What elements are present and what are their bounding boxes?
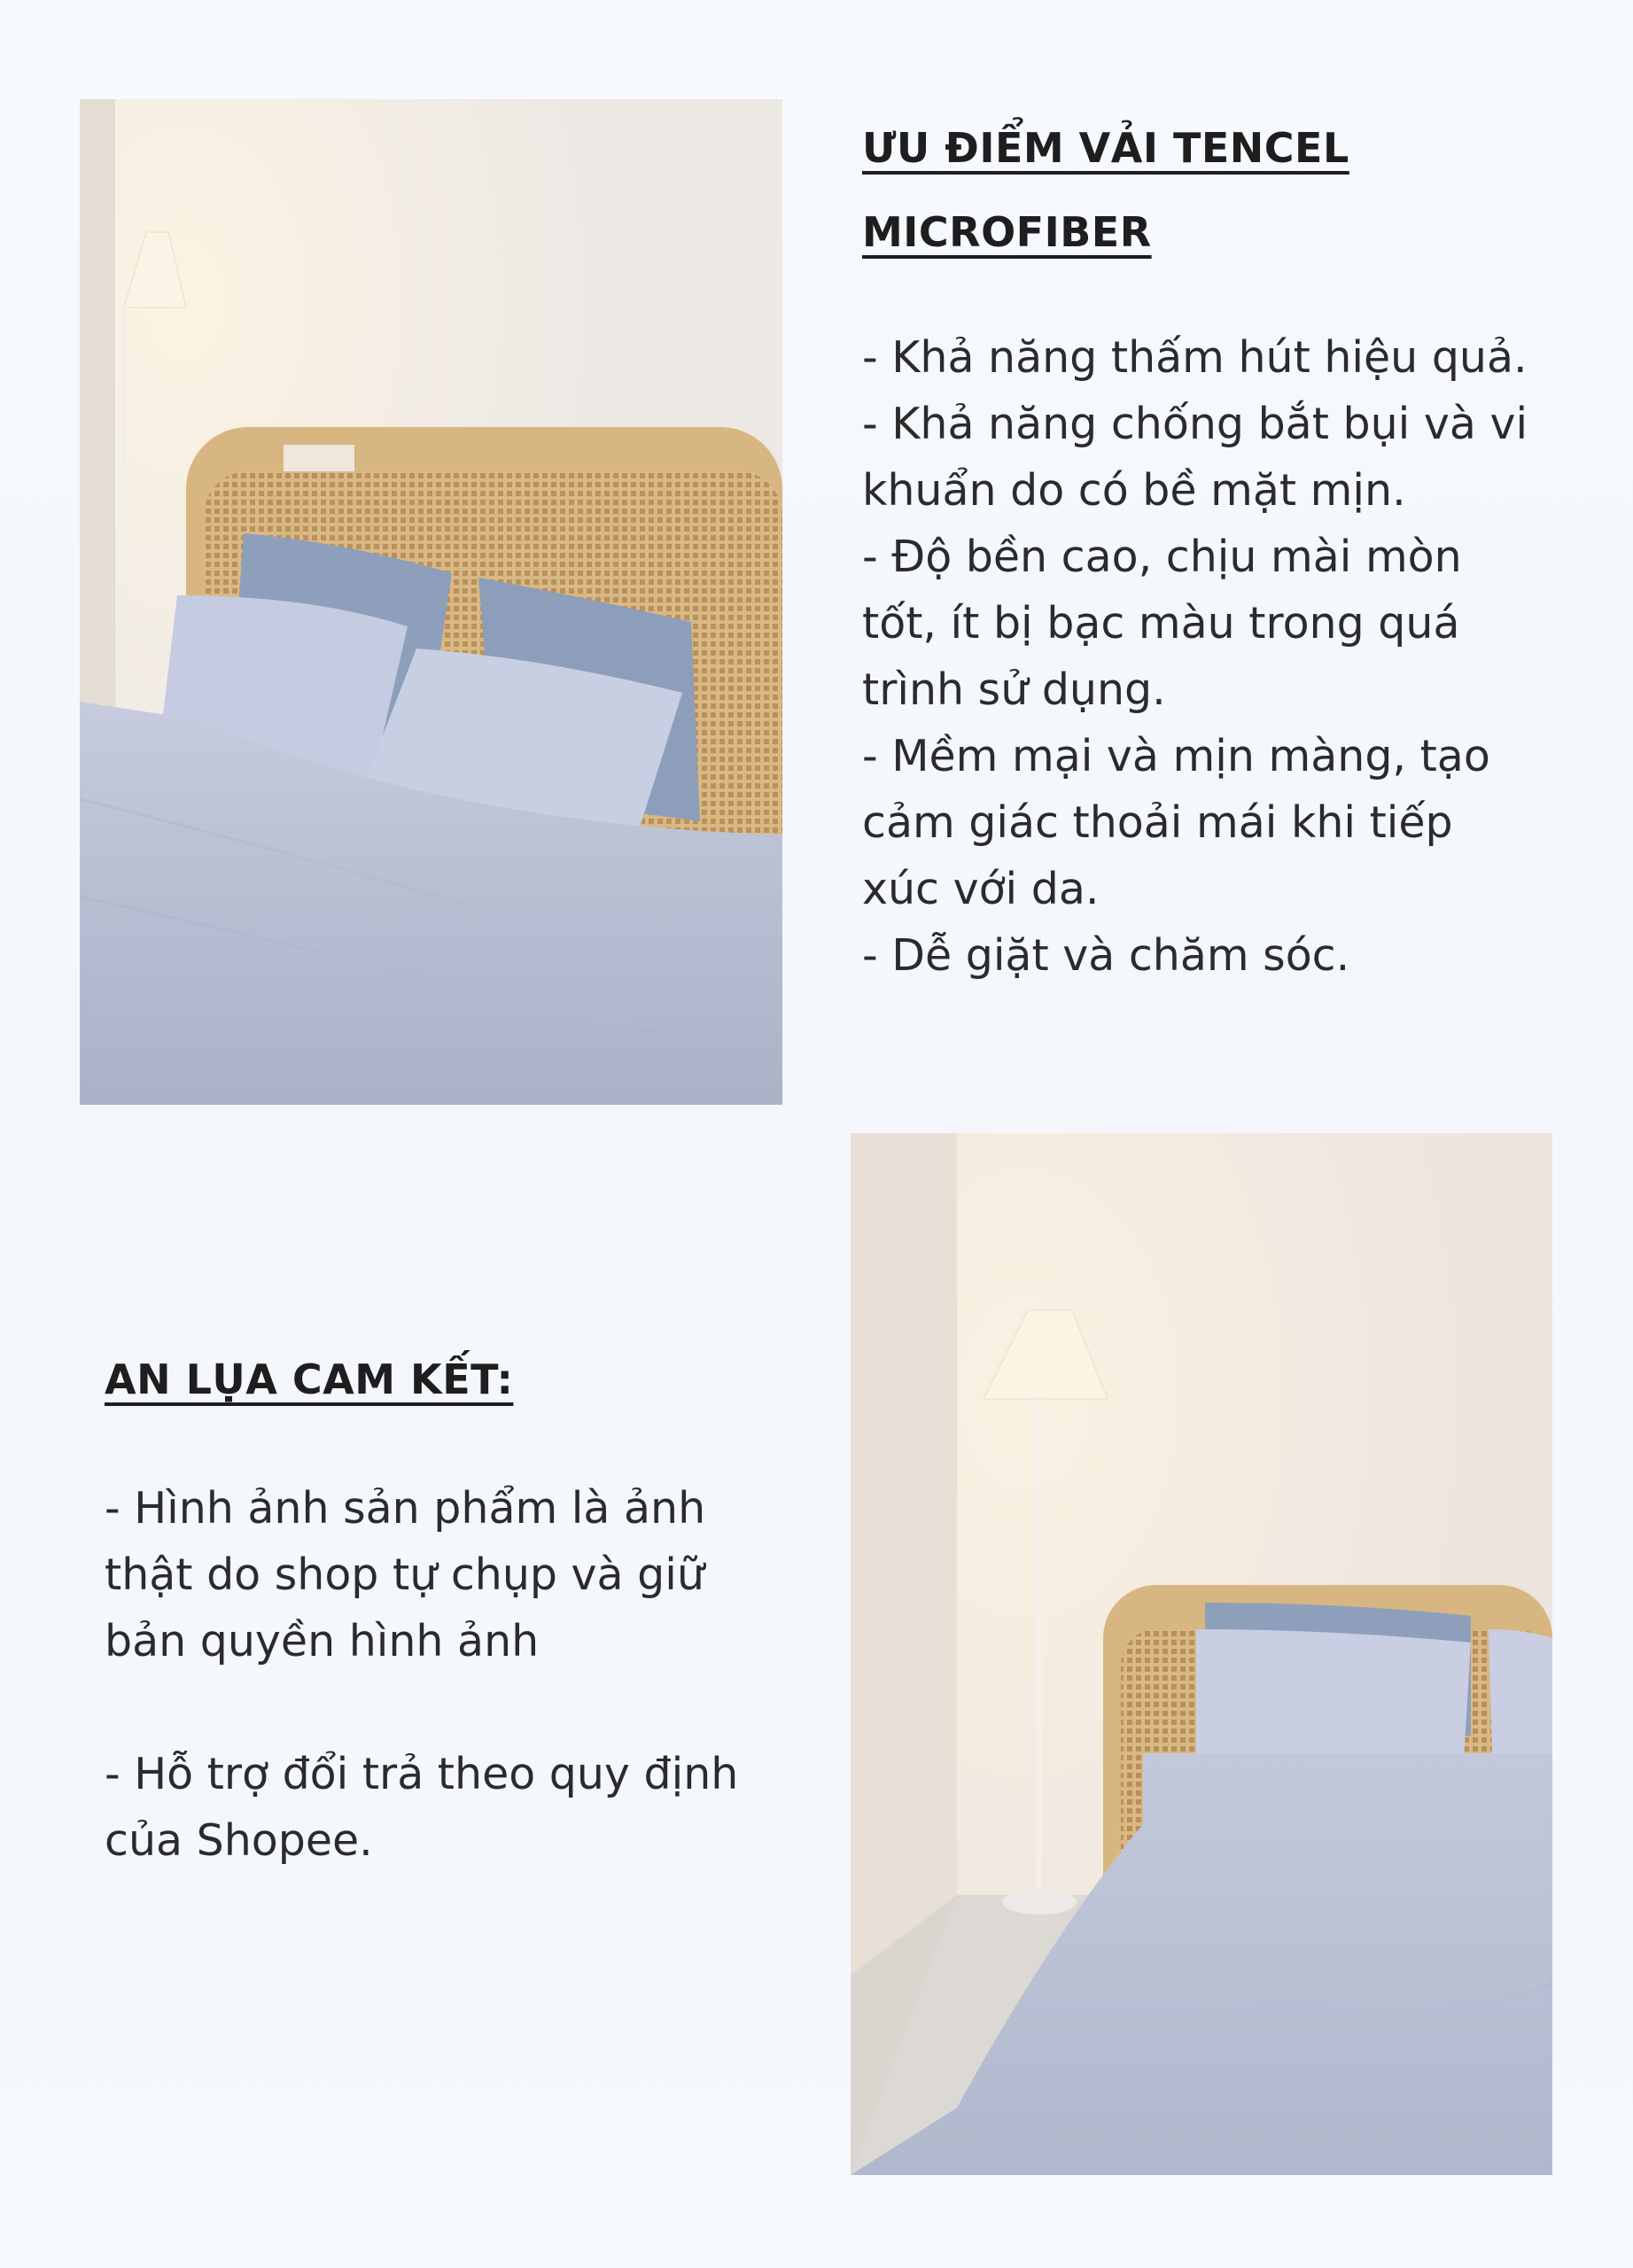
bed-illustration-1 [80, 99, 782, 1105]
text-line: trình sử dụng. [862, 664, 1166, 715]
text-line: - Khả năng chống bắt bụi và vi [862, 399, 1528, 449]
text-line: - Khả năng thấm hút hiệu quả. [862, 332, 1528, 383]
text-line: bản quyền hình ảnh [105, 1616, 540, 1666]
text-line: của Shopee. [105, 1815, 373, 1866]
tencel-advantages-section [862, 113, 1571, 989]
text-line: cảm giác thoải mái khi tiếp [862, 797, 1453, 848]
tencel-advantages-heading [862, 106, 1571, 275]
text-line: xúc với da. [862, 864, 1100, 914]
text-line: khuẩn do có bề mặt mịn. [862, 465, 1406, 516]
commitment-heading: AN LỤA CAM KẾT: [105, 1355, 514, 1403]
text-line: thật do shop tự chụp và giữ [105, 1550, 704, 1600]
commitment-section [105, 1338, 796, 1874]
text-line: - Hỗ trợ đổi trả theo quy định [105, 1749, 739, 1799]
heading-line: MICROFIBER [862, 208, 1152, 256]
text-line: tốt, ít bị bạc màu trong quá [862, 598, 1460, 649]
paragraph-spacer [105, 1674, 796, 1741]
bed-illustration-2 [851, 1133, 1552, 2175]
text-line: - Hình ảnh sản phẩm là ảnh [105, 1483, 706, 1534]
heading-line: ƯU ĐIỂM VẢI TENCEL [862, 124, 1349, 172]
tencel-advantages-list [862, 324, 1571, 989]
text-line: - Độ bền cao, chịu mài mòn [862, 532, 1462, 582]
text-line: - Mềm mại và mịn màng, tạo [862, 731, 1490, 781]
text-line: - Dễ giặt và chăm sóc. [862, 930, 1350, 981]
commitment-list [105, 1475, 796, 1874]
bedroom-photo-1 [80, 99, 782, 1105]
bedroom-photo-2 [851, 1133, 1552, 2175]
